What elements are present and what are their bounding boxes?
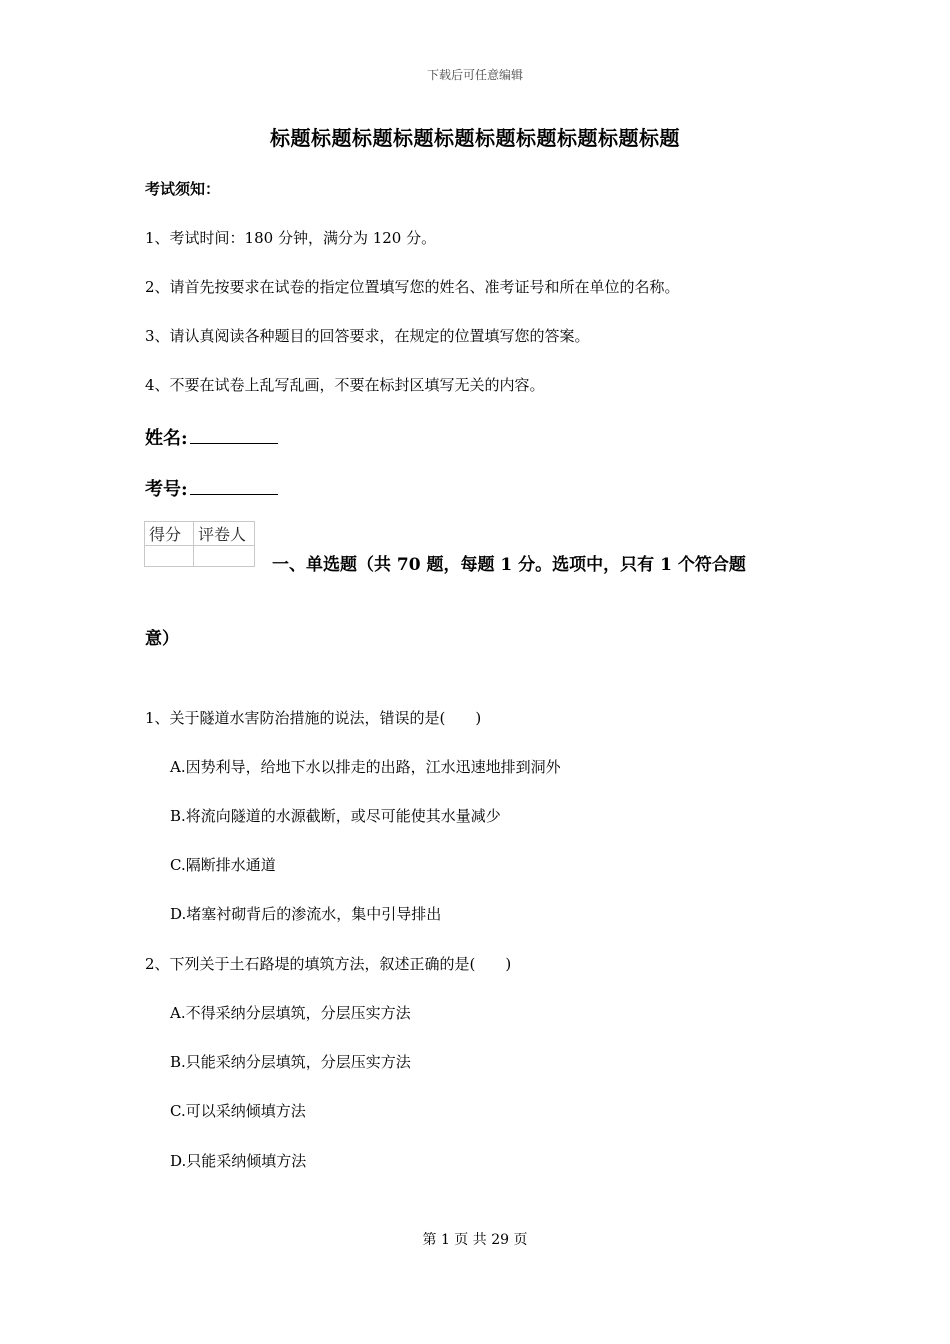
grader-header: 评卷人 (194, 522, 255, 546)
question-2-option-b: B.只能采纳分层填筑，分层压实方法 (170, 1053, 411, 1071)
name-label: 姓名: (145, 428, 188, 449)
exam-id-field (145, 475, 278, 501)
notice-item-4: 4、不要在试卷上乱写乱画，不要在标封区填写无关的内容。 (145, 376, 545, 394)
exam-id-label: 考号: (145, 479, 188, 500)
exam-id-blank[interactable] (190, 476, 278, 495)
question-1-option-a: A.因势利导，给地下水以排走的出路，江水迅速地排到洞外 (170, 758, 561, 776)
grader-cell[interactable] (194, 546, 255, 567)
score-header: 得分 (145, 522, 194, 546)
name-field (145, 424, 278, 450)
question-2-option-c: C.可以采纳倾填方法 (170, 1102, 306, 1120)
question-2-option-a: A.不得采纳分层填筑，分层压实方法 (170, 1004, 411, 1022)
header-note: 下载后可任意编辑 (426, 68, 523, 82)
question-1-stem: 1、关于隧道水害防治措施的说法，错误的是( ) (145, 709, 482, 727)
score-cell[interactable] (145, 546, 194, 567)
section-title: 一、单选题（共 70 题，每题 1 分。选项中，只有 1 个符合题 (272, 555, 746, 575)
question-1-option-c: C.隔断排水通道 (170, 856, 276, 874)
notice-item-1: 1、考试时间：180 分钟，满分为 120 分。 (145, 229, 437, 247)
score-table (144, 521, 255, 567)
question-1-option-b: B.将流向隧道的水源截断，或尽可能使其水量减少 (170, 807, 501, 825)
question-1-option-d: D.堵塞衬砌背后的渗流水，集中引导排出 (170, 905, 442, 923)
section-title-continued: 意） (145, 629, 179, 649)
notice-item-3: 3、请认真阅读各种题目的回答要求，在规定的位置填写您的答案。 (145, 327, 590, 345)
notice-item-2: 2、请首先按要求在试卷的指定位置填写您的姓名、准考证号和所在单位的名称。 (145, 278, 680, 296)
question-2-stem: 2、下列关于土石路堤的填筑方法，叙述正确的是( ) (145, 955, 512, 973)
name-blank[interactable] (190, 425, 278, 444)
notice-heading: 考试须知： (145, 180, 221, 198)
page-footer: 第 1 页 共 29 页 (422, 1232, 528, 1248)
document-title: 标题标题标题标题标题标题标题标题标题标题 (270, 126, 680, 150)
question-2-option-d: D.只能采纳倾填方法 (170, 1152, 307, 1170)
